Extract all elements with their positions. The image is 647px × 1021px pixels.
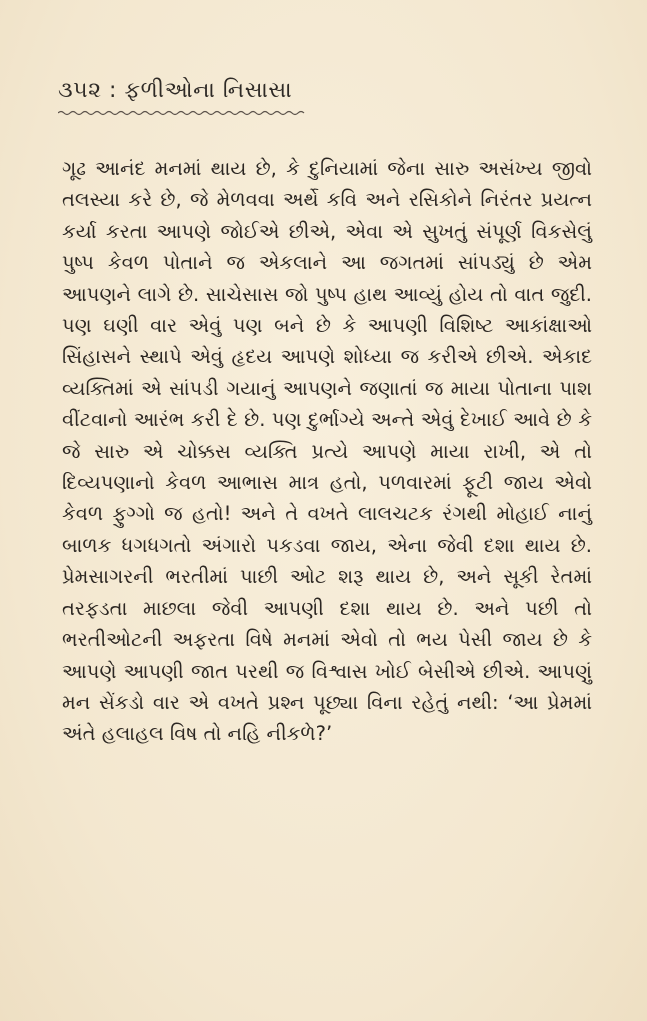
running-header [58,78,388,117]
wavy-underline [58,109,308,117]
header-title: ૩૫૨ : ફળીઓના નિસાસા [58,78,293,103]
body-paragraph: ગૂઢ આનંદ મનમાં થાય છે, કે દુનિયામાં જેના સારુ અસંખ્ય જીવો તલસ્યા કરે છે, જે મેળવવા અર્થે કવિ અને રસિકોને નિરંતર પ્રયત્ન કર્યા કરતા આપણે જોઈએ છીએ, એવા એ સુખતું સંપૂર્ણ વિકસેલું પુષ્પ કેવળ પોતાને જ એકલાને આ જગતમાં સાંપડ્યું છે એમ આપણને લાગે છે. સાચેસાસ જો પુષ્પ હાથ આવ્યું હોય તો વાત જુદી. પણ ઘણી વાર એવું પણ બને છે કે આપણી વિશિષ્ટ આકાંક્ષાઓ સિંહાસને સ્થાપે એવું હૃદય આપણે શોધ્યા જ કરીએ છીએ. એકાદ વ્યક્તિમાં એ સાંપડી ગયાનું આપણને જણાતાં જ માયા પોતાના પાશ વીંટવાનો આરંભ કરી દે છે. પણ દુર્ભાગ્યે અન્તે એવું દેખાઈ આવે છે કે જે સારુ એ ચોક્કસ વ્યક્તિ પ્રત્યે આપણે માયા રાખી, એ તો દિવ્યપણાનો કેવળ આભાસ માત્ર હતો, પળવારમાં ફૂટી જાય એવો કેવળ ફુગ્ગો જ હતો! અને તે વખતે લાલચટક રંગથી મોહાઈ નાનું બાળક ધગધગતો અંગારો પકડવા જાય, એના જેવી દશા થાય છે. પ્રેમસાગરની ભરતીમાં પાછી ઓટ શરૂ થાય છે, અને સૂકી રેતમાં તરફડતા માછલા જેવી આપણી દશા થાય છે. અને પછી તો ભરતીઓટની અફરતા વિષે મનમાં એવો તો ભય પેસી જાય છે કે આપણે આપણી જાત પરથી જ વિશ્વાસ ખોઈ બેસીએ છીએ. આપણું મન સેંકડો વાર એ વખતે પ્રશ્ન પૂછ્યા વિના રહેતું નથી: ‘આ પ્રેમમાં અંતે હલાહલ વિષ તો નહિ નીકળે?’ [62,157,592,746]
body-text [62,153,592,750]
